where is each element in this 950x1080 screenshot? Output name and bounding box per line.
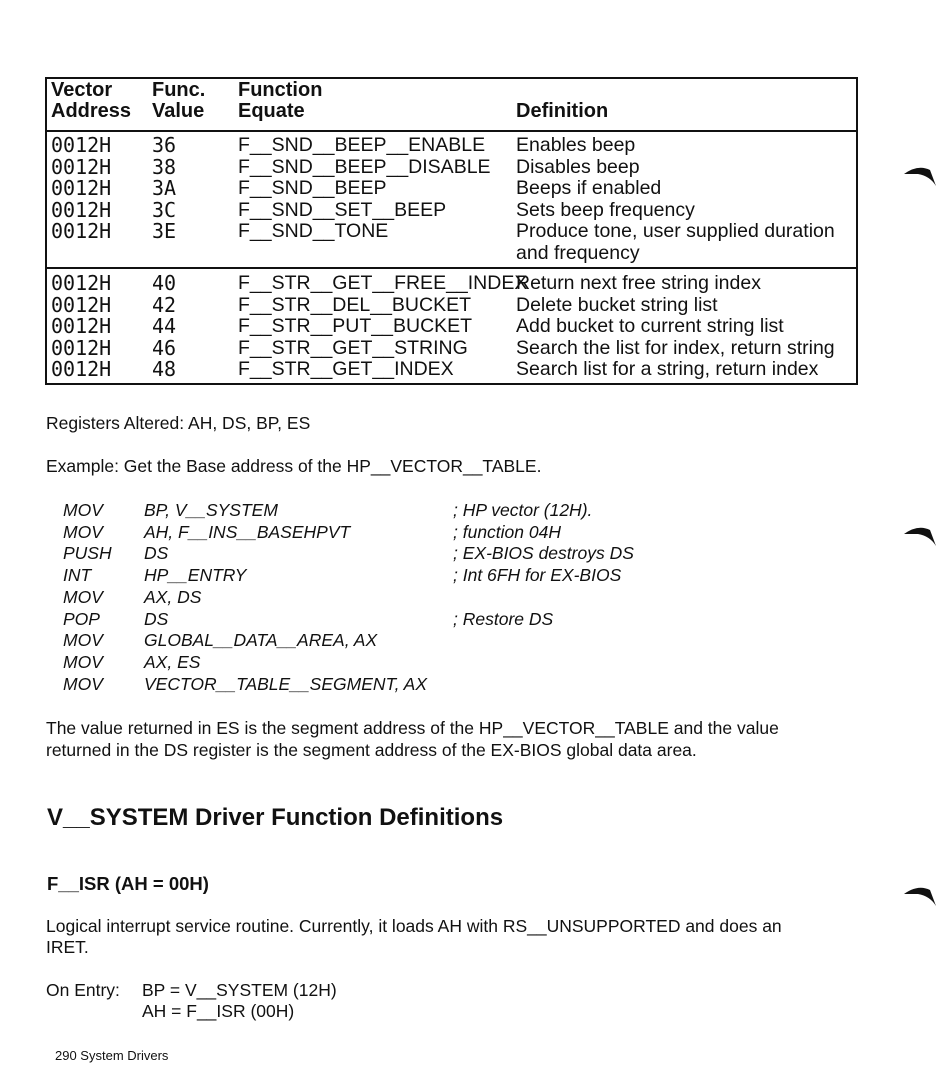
section-heading: V__SYSTEM Driver Function Definitions bbox=[47, 804, 504, 831]
definition-cell: Return next free string index bbox=[516, 272, 761, 294]
func-value-cell: 48 bbox=[152, 357, 177, 381]
definition-cell: Delete bucket string list bbox=[516, 293, 718, 316]
vector-address-cell: 0012H bbox=[51, 219, 112, 243]
code-operands: AH, F__INS__BASEHPVT bbox=[144, 521, 351, 542]
on-entry-ah: AH = F__ISR (00H) bbox=[142, 1001, 295, 1021]
group-divider bbox=[47, 267, 856, 269]
function-equate-cell: F__STR__PUT__BUCKET bbox=[238, 315, 473, 337]
func-value-cell: 38 bbox=[152, 154, 177, 179]
function-equate-cell: F__SND__BEEP__DISABLE bbox=[238, 155, 491, 178]
isr-paragraph-line1: Logical interrupt service routine. Currently, it loads AH with RS__UNSUPPORTED and does an bbox=[46, 916, 782, 936]
code-comment: ; HP vector (12H). bbox=[453, 500, 593, 520]
vector-address-cell: 0012H bbox=[51, 292, 112, 317]
code-operands: AX, DS bbox=[144, 586, 202, 607]
header-definition: Definition bbox=[516, 100, 609, 122]
return-paragraph-line2: returned in the DS register is the segment address of the EX-BIOS global data area. bbox=[46, 740, 697, 760]
code-operands: DS bbox=[144, 608, 169, 629]
header-vector-address-line1: Vector bbox=[51, 79, 113, 101]
code-operands: AX, ES bbox=[144, 651, 201, 672]
vector-address-cell: 0012H bbox=[51, 197, 112, 222]
code-opcode: PUSH bbox=[63, 543, 112, 564]
code-opcode: MOV bbox=[63, 586, 103, 607]
code-operands: GLOBAL__DATA__AREA, AX bbox=[144, 630, 378, 651]
definition-cell: Sets beep frequency bbox=[516, 198, 695, 221]
registers-altered: Registers Altered: AH, DS, BP, ES bbox=[46, 413, 311, 433]
header-func-value-line2: Value bbox=[152, 100, 205, 122]
header-vector-address-line2: Address bbox=[51, 100, 132, 122]
return-paragraph-line1: The value returned in ES is the segment address of the HP__VECTOR__TABLE and the value bbox=[46, 718, 779, 738]
code-opcode: MOV bbox=[63, 630, 103, 651]
code-operands: HP__ENTRY bbox=[144, 565, 247, 586]
vector-address-cell: 0012H bbox=[51, 357, 112, 381]
func-value-cell: 44 bbox=[152, 314, 177, 338]
code-comment: ; Restore DS bbox=[453, 608, 554, 629]
vector-address-cell: 0012H bbox=[51, 154, 112, 179]
code-opcode: POP bbox=[63, 608, 100, 629]
func-value-cell: 36 bbox=[152, 133, 177, 157]
function-equate-cell: F__STR__DEL__BUCKET bbox=[238, 293, 472, 316]
definition-cell: Add bucket to current string list bbox=[516, 315, 784, 337]
code-comment: ; Int 6FH for EX-BIOS bbox=[453, 565, 622, 586]
definition-cell: Search list for a string, return index bbox=[516, 358, 819, 380]
function-equate-cell: F__SND__TONE bbox=[238, 220, 389, 242]
definition-cell: Beeps if enabled bbox=[516, 177, 662, 199]
func-value-cell: 3E bbox=[152, 219, 177, 243]
vector-address-cell: 0012H bbox=[51, 335, 112, 360]
subsection-heading: F__ISR (AH = 00H) bbox=[47, 873, 209, 894]
func-value-cell: 42 bbox=[152, 292, 177, 317]
definition-continuation-cell: and frequency bbox=[516, 241, 640, 264]
code-opcode: MOV bbox=[63, 521, 103, 542]
function-table bbox=[45, 77, 858, 385]
function-equate-cell: F__STR__GET__INDEX bbox=[238, 358, 454, 380]
vector-address-cell: 0012H bbox=[51, 176, 112, 200]
function-equate-cell: F__SND__SET__BEEP bbox=[238, 198, 447, 221]
definition-cell: Disables beep bbox=[516, 155, 640, 178]
page-footer: 290 System Drivers bbox=[55, 1048, 169, 1063]
function-equate-cell: F__STR__GET__STRING bbox=[238, 336, 468, 359]
header-function-equate-line1: Function bbox=[238, 79, 323, 101]
vector-address-cell: 0012H bbox=[51, 271, 112, 295]
edge-mark-1 bbox=[900, 160, 940, 196]
on-entry-label: On Entry: bbox=[46, 980, 120, 1000]
code-opcode: MOV bbox=[63, 651, 103, 672]
code-opcode: INT bbox=[63, 565, 92, 586]
func-value-cell: 3A bbox=[152, 176, 177, 200]
definition-cell: Enables beep bbox=[516, 134, 636, 156]
edge-mark-2 bbox=[900, 520, 940, 556]
code-operands: BP, V__SYSTEM bbox=[144, 500, 278, 520]
isr-paragraph-line2: IRET. bbox=[46, 937, 89, 957]
func-value-cell: 40 bbox=[152, 271, 177, 295]
code-operands: VECTOR__TABLE__SEGMENT, AX bbox=[144, 673, 428, 694]
func-value-cell: 3C bbox=[152, 197, 177, 222]
vector-address-cell: 0012H bbox=[51, 314, 112, 338]
on-entry-bp: BP = V__SYSTEM (12H) bbox=[142, 980, 337, 1000]
function-equate-cell: F__STR__GET__FREE__INDEX bbox=[238, 272, 528, 294]
function-equate-cell: F__SND__BEEP__ENABLE bbox=[238, 134, 486, 156]
func-value-cell: 46 bbox=[152, 335, 177, 360]
edge-mark-3 bbox=[900, 880, 940, 916]
example-intro: Example: Get the Base address of the HP__VECTOR__TABLE. bbox=[46, 456, 542, 476]
definition-cell: Search the list for index, return string bbox=[516, 336, 835, 359]
definition-cell: Produce tone, user supplied duration bbox=[516, 220, 835, 242]
code-opcode: MOV bbox=[63, 673, 103, 694]
code-comment: ; EX-BIOS destroys DS bbox=[453, 543, 634, 564]
code-opcode: MOV bbox=[63, 500, 103, 520]
header-function-equate-line2: Equate bbox=[238, 100, 305, 122]
header-divider bbox=[47, 130, 856, 132]
code-comment: ; function 04H bbox=[453, 521, 561, 542]
header-func-value-line1: Func. bbox=[152, 79, 206, 101]
function-equate-cell: F__SND__BEEP bbox=[238, 177, 387, 199]
vector-address-cell: 0012H bbox=[51, 133, 112, 157]
code-operands: DS bbox=[144, 543, 169, 564]
